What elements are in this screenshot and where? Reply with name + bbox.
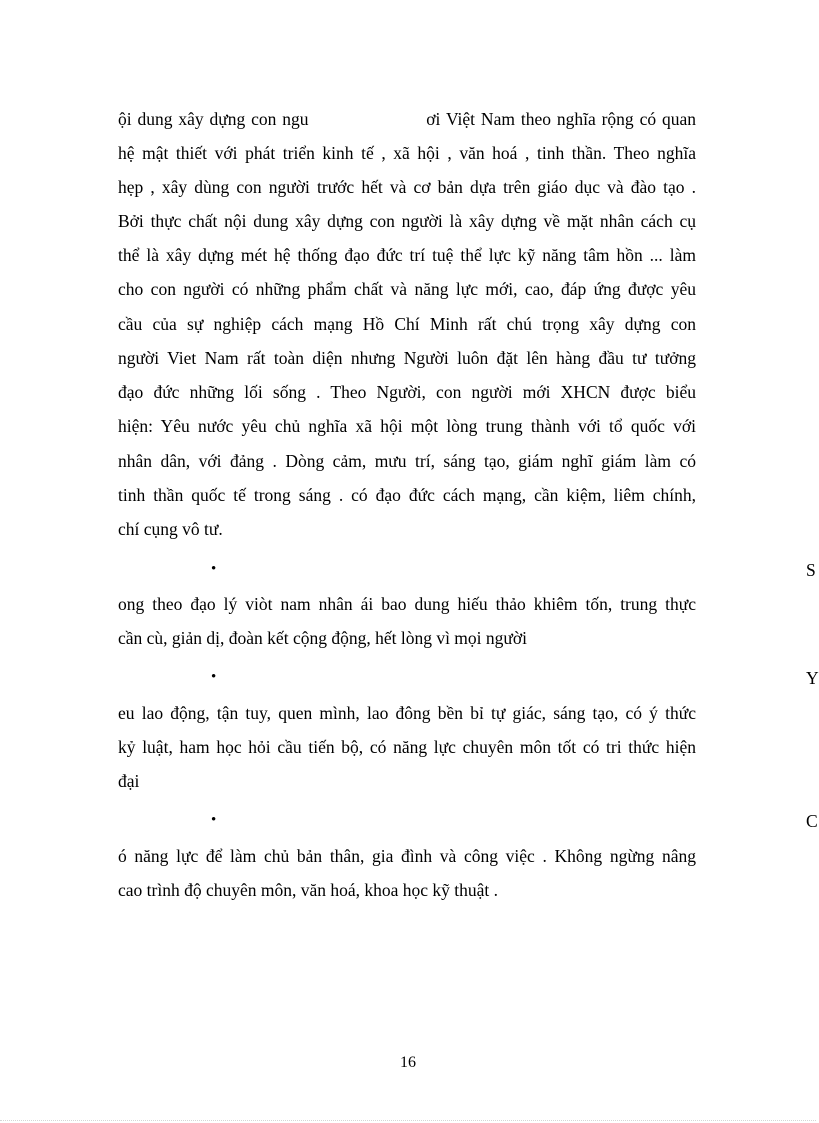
- text-line: tinh thần quốc tế trong sáng . có đạo đức cách mạng, cần kiệm, liêm chính,: [118, 485, 696, 505]
- drop-letter: Y: [806, 668, 819, 688]
- text-line: cần cù, giản dị, đoàn kết cộng động, hết lòng vì mọi người: [118, 628, 528, 648]
- text-line: eu lao động, tận tuy, quen mình, lao đông bền bỉ tự giác, sáng tạo, có ý thức: [118, 703, 696, 723]
- text-line: cao trình độ chuyên môn, văn hoá, khoa học kỹ thuật .: [118, 880, 499, 900]
- text-line: ội dung xây dựng con ngu ơi Việt Nam theo nghĩa rộng có quan: [118, 109, 696, 129]
- page-bottom-rule: [0, 1120, 816, 1121]
- drop-letter: C: [806, 811, 818, 831]
- text-line: nhân dân, với đảng . Dòng cảm, mưu trí, sáng tạo, giám nghĩ giám làm có: [118, 451, 696, 471]
- text-line: cầu của sự nghiệp cách mạng Hồ Chí Minh rất chú trọng xây dựng con: [118, 314, 696, 334]
- text-line: đạo đức những lối sống . Theo Người, con người mới XHCN được biểu: [118, 382, 696, 402]
- text-line: ó năng lực để làm chủ bản thân, gia đình và công việc . Không ngừng nâng: [118, 846, 696, 866]
- text-line: hệ mật thiết với phát triển kinh tế , xã hội , văn hoá , tinh thần. Theo nghĩa: [118, 143, 696, 163]
- drop-letter: S: [806, 560, 816, 580]
- text-line: kỷ luật, ham học hỏi cầu tiến bộ, có năng lực chuyên môn tốt có tri thức hiện: [118, 737, 696, 757]
- text-line: hiện: Yêu nước yêu chủ nghĩa xã hội một lòng trung thành với tổ quốc với: [118, 416, 696, 436]
- text-line: ong theo đạo lý viòt nam nhân ái bao dung hiếu thảo khiêm tốn, trung thực: [118, 594, 696, 614]
- text-line: Bởi thực chất nội dung xây dựng con người là xây dựng về mặt nhân cách cụ: [118, 211, 696, 231]
- bullet-icon: •: [211, 561, 217, 577]
- text-line: đại: [118, 771, 140, 791]
- text-line: hẹp , xây dùng con người trước hết và cơ bản dựa trên giáo dục và đào tạo .: [118, 177, 696, 197]
- bullet-icon: •: [211, 669, 217, 685]
- text-line: chí cụng vô tư.: [118, 519, 223, 539]
- page-number: 16: [400, 1054, 416, 1071]
- text-line: người Viet Nam rất toàn diện nhưng Người luôn đặt lên hàng đầu tư tưởng: [118, 348, 696, 368]
- text-line: thể là xây dựng mét hệ thống đạo đức trí tuệ thể lực kỹ năng tâm hồn ... làm: [118, 245, 696, 265]
- text-line: cho con người có những phẩm chất và năng lực mới, cao, đáp ứng được yêu: [118, 279, 696, 299]
- bullet-icon: •: [211, 812, 217, 828]
